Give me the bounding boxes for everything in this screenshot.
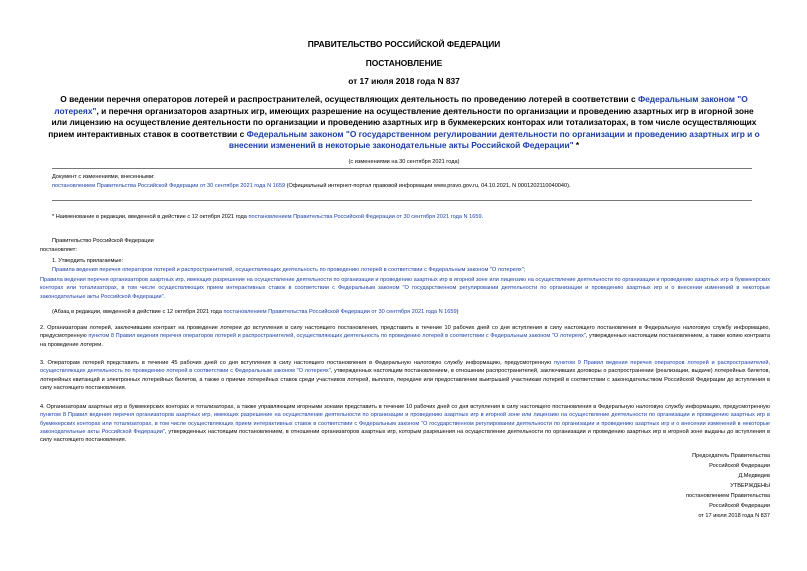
approved-by: постановлением Правительства (685, 493, 770, 499)
p2-text-b: , утвержденных настоящим постановлением, а также копию контракта на проведение лотереи. (40, 333, 770, 348)
p4-link[interactable]: пунктом 8 Правил ведения перечня организаторов азартных игр, имеющих разрешение на осуществление деятельности по организации и проведению азартных игр в игорной зоне или лицензию на осуществление деятельности по организации и проведению азартных игр в букмекерских конторах или тотализаторах, в том числе осуществляющих прием интерактивных ставок в соответствии с Федеральным законом "О государственном регулировании деятельности по организации и проведению азартных игр и о внесении изменений в некоторые законодательные акты Российской Федерации" (40, 412, 770, 435)
body-p3 (40, 359, 770, 392)
divider-top (52, 168, 752, 169)
body-p1-rules-lottery-link[interactable]: Правила ведения перечня операторов лотерей и распространителей, осуществляющих деятельность по проведению лотерей в соответствии с Федеральным законом "О лотереях"; (52, 267, 526, 273)
body-government: Правительство Российской Федерации (52, 238, 154, 244)
body-p1: 1. Утвердить прилагаемые: (52, 258, 124, 264)
approved-date: от 17 июля 2018 года N 837 (698, 513, 770, 519)
p3-text-a: 3. Операторам лотерей представить в течение 45 рабочих дней со дня вступления в силу настоящего постановления в Федеральную налоговую службу информацию, предусмотренную (40, 360, 555, 366)
body-p2 (40, 324, 770, 349)
body-p4 (40, 403, 770, 444)
footnote-text: * Наименование в редакции, введенной в действие с 12 октября 2021 года (52, 214, 249, 220)
divider-bottom (52, 200, 752, 201)
changes-line (52, 182, 770, 190)
signature-name: Д.Медведев (738, 473, 770, 479)
signature-role-2: Российской Федерации (709, 463, 770, 469)
title-link-gambling-law[interactable]: Федеральным законом "О государственном регулировании деятельности по организации и проведению азартных игр и о внесении изменений в некоторые законодательные акты Российской Федерации" (228, 128, 760, 151)
body-p1-note (52, 308, 770, 316)
changes-link[interactable]: постановлением Правительства Российской Федерации от 30 сентября 2021 года N 1659 (52, 183, 286, 189)
signature-block (570, 451, 770, 521)
p4-text-b: , утвержденных настоящим постановлением, в отношении организаторов азартных игр, которым разрешения на осуществление деятельности по организации и проведению азартных игр в игорной зоне выданы до вступления в силу настоящего постановления. (40, 428, 770, 444)
changes-intro: Документ с изменениями, внесенными: (52, 174, 155, 180)
body-p1-rules-gambling-link[interactable]: Правила ведения перечня организаторов азартных игр, имеющих разрешение на осуществление деятельности по организации и проведению азартных игр в игорной зоне или лицензию на осуществление деятельности по организации и проведению азартных игр в букмекерских конторах или тотализаторах, в том числе осуществляющих прием интерактивных ставок в соответствии с Федеральным законом "О государственном регулировании деятельности по организации и проведению азартных игр и о внесении изменений в некоторые законодательные акты Российской Федерации". (40, 277, 770, 300)
footnote (52, 213, 770, 221)
body-decides: постановляет: (40, 247, 77, 253)
title-link-lottery-law[interactable]: Федеральным законом "О лотереях" (54, 94, 748, 116)
document-title (46, 94, 762, 152)
p1-note-link[interactable]: постановлением Правительства Российской Федерации от 30 сентября 2021 года N 1659 (223, 309, 457, 315)
p1-note-end: ) (456, 309, 459, 315)
p2-link[interactable]: пунктом 8 Правил ведения перечня операторов лотерей и распространителей, осуществляющих деятельность по проведению лотерей в соответствии с Федеральным законом "О лотереях" (88, 333, 586, 340)
amendment-note: (с изменениями на 30 сентября 2021 года) (348, 159, 460, 165)
doc-type-heading: ПОСТАНОВЛЕНИЕ (365, 58, 443, 68)
signature-role-1: Председатель Правительства (692, 453, 770, 459)
title-text-1: О ведении перечня операторов лотерей и распространителей, осуществляющих деятельность по проведению лотерей в соответствии с (60, 94, 638, 104)
footnote-end: . (481, 214, 484, 220)
title-suffix: * (573, 140, 580, 151)
approved-country: Российской Федерации (709, 503, 770, 509)
p1-note-text: (Абзац в редакции, введенной в действие с 12 октября 2021 года (52, 309, 224, 315)
title-text-2: , и перечня организаторов азартных игр, имеющих разрешение на осуществление деятельности по организации и проведению азартных игр в игорной зоне или лицензию на осуществление деятельности по организации и проведению азартных игр в букмекерских конторах или тотализаторах, в том числе осуществляющих прием интерактивных ставок в соответствии с (48, 105, 757, 139)
date-number-heading: от 17 июля 2018 года N 837 (348, 76, 460, 86)
changes-rest: (Официальный интернет-портал правовой информации www.pravo.gov.ru, 04.10.2021, N 0001202110040040). (285, 183, 571, 189)
approved-label: УТВЕРЖДЕНЫ (730, 483, 770, 489)
p3-text-b: , утвержденных настоящим постановлением, в отношении распространителей, заключивших договоры о распространении (реализации, выдаче) лотерейных билетов, лотерейных квитанций и электронных лотерейных билетов, а также о приеме лотерейных ставок среди участников лотерей, выплате, передаче или предоставлении выигрышей участникам лотерей в соответствии с законодательством Российской Федерации до вступления в силу настоящего постановления. (40, 368, 770, 391)
government-heading: ПРАВИТЕЛЬСТВО РОССИЙСКОЙ ФЕДЕРАЦИИ (307, 39, 501, 49)
p2-text-a: 2. Организаторам лотерей, заключившим контракт на проведение лотереи до вступления в силу настоящего постановления, представить в течение 10 рабочих дней со дня вступления в силу настоящего постановления в Федеральную налоговую службу информацию, предусмотренную (40, 325, 770, 340)
footnote-link[interactable]: постановлением Правительства Российской Федерации от 30 сентября 2021 года N 1659 (248, 214, 482, 220)
p4-text-a: 4. Организаторам азартных игр в букмекерских конторах и тотализаторах, а также управляющим игорными зонами представить в течение 10 рабочих дней со дня вступления в силу настоящего постановления в Федеральную налоговую службу информацию, предусмотренную (40, 404, 770, 410)
p3-link[interactable]: пунктом 9 Правил ведения перечня операторов лотерей и распространителей, осуществляющих деятельность по проведению лотерей в соответствии с Федеральным законом "О лотереях" (40, 360, 771, 375)
